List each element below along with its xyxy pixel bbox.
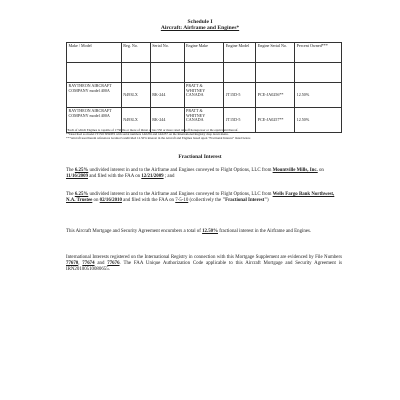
cell-percent-owned: 12.50% [295,108,342,133]
cell-reg-no: N493LX [121,108,150,133]
conveyance-date: 02/16/2010 [99,198,122,204]
file-number: 77670 [66,261,79,267]
cell-engine-make: PRATT & WHITNEY CANADA [184,83,224,108]
paragraph-first-conveyance: The 6.25% undivided interest in and to the Airframe and Engines conveyed to Flight Options, LLC from Mountville Mills, Inc. on 11/16/2009 and filed with the FAA on 12/21/2009 ; and [66,168,324,180]
table-cell [121,63,150,83]
fractional-interest-title: Fractional Interest [178,154,222,160]
cell-reg-no: N493LX [121,83,150,108]
paragraph-registry-interests: International Interests registered on the International Registry in connection with this Mortgage Supplement are evidenced by File Numbers 77670, 77674 and 77676. The FAA Unique Authorization Code applicable to this Aircraft Mortgage and Security Agreement is IRN20100510080655. [66,255,342,273]
table-footnotes [66,129,344,141]
table-cell [224,63,256,83]
paragraph-total-encumbrance: This Aircraft Mortgage and Security Agreement encumbers a total of 12.50% fractional interest in the Airframe and Engines. [66,229,312,234]
cell-engine-model: JT15D-5 [224,108,256,133]
table-cell [295,63,342,83]
percent-value: 6.25% [74,192,89,197]
footnote-thrust: *Each of which Engines is capable of 1750 lbs or more of thrust or has 550 or more rated takeoff horsepower or the equivalent thereof. [66,128,239,132]
cell-engine-make: PRATT & WHITNEY CANADA [184,108,224,133]
cell-percent-owned: 12.50% [295,83,342,108]
cell-engine-model: JT15D-5 [224,83,256,108]
table-row [67,83,342,108]
filing-date: 12/21/2009 [141,174,164,180]
footnote-serial: **Described as model JT15D SERIES with serial numbers JA0256 and JA0257 on the International Registry drop down menu. [66,131,229,136]
header-engine-make: Engine Make [184,43,224,63]
cell-make-model: RAYTHEON AIRCRAFT COMPANY model 400A [67,83,122,108]
header-engine-model: Engine Model [224,43,256,63]
grantor-name: Wells Fargo Bank Northwest, N.A. Trustee [66,192,335,204]
cell-engine-serial: PCE-JA0256** [256,83,295,108]
table-cell [184,63,224,83]
file-number: 77676 [107,261,120,267]
total-percent: 12.50% [202,229,218,234]
schedule-subtitle: Aircraft: Airframe and Engines* [160,25,240,31]
header-make-model: Make / Model [67,43,122,63]
footnote-aircraft: ***Aircraft used herein references Grantor's undivided 12.50% interest in the Aircraft and Engines based upon "Fractional Interest" listed below. [66,135,251,140]
header-percent-owned: Percent Owned*** [295,43,342,63]
table-cell [67,63,122,83]
handwritten-filing-date: 7-5-10 [175,198,189,204]
table-cell [150,63,184,83]
table-spacer-row [67,63,342,83]
paragraph-second-conveyance: The 6.25% undivided interest in and to the Airframe and Engines conveyed to Flight Options, LLC from Wells Fargo Bank Northwest, N.A. Trustee on 02/16/2010 and filed with the FAA on 7-5-10 (collectively the "Fractional Interest") [66,192,335,204]
cell-make-model: RAYTHEON AIRCRAFT COMPANY model 400A [67,108,122,133]
defined-term: "Fractional Interest" [222,198,267,204]
header-reg-no: Reg. No. [121,43,150,63]
file-number: 77674 [82,261,95,267]
header-serial-no: Serial No. [150,43,184,63]
table-cell [256,63,295,83]
conveyance-date: 11/16/2009 [66,174,89,180]
cell-serial-no: RK-244 [150,108,184,133]
header-engine-serial: Engine Serial No. [256,43,295,63]
cell-engine-serial: PCE-JA0257** [256,108,295,133]
grantor-name: Mountville Mills, Inc. [272,168,318,173]
schedule-title: Schedule I [187,19,213,25]
cell-serial-no: RK-244 [150,83,184,108]
percent-value: 6.25% [74,168,89,173]
aircraft-schedule-table [66,42,342,133]
table-header-row [67,43,342,63]
